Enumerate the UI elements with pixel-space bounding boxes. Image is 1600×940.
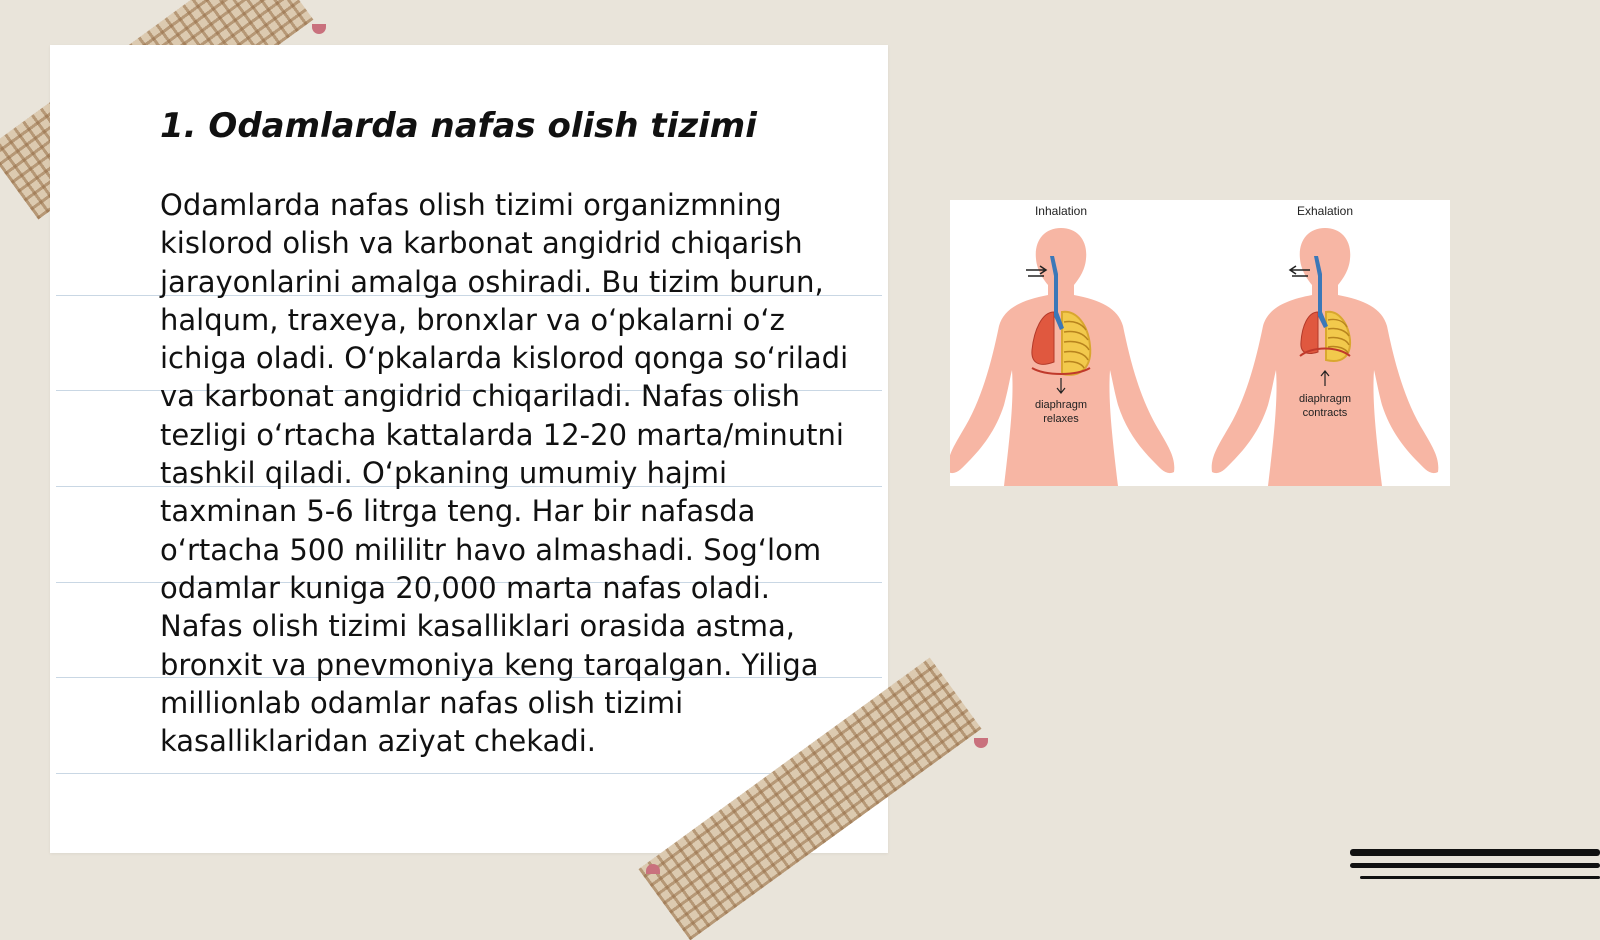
inhalation-figure [950,204,1174,486]
slide-body-text: Odamlarda nafas olish tizimi organizmning kislorod olish va karbonat angidrid chiqarish jarayonlarini amalga oshiradi. Bu tizim burun, halqum, traxeya, bronxlar va o‘pkalarni o‘z ichiga oladi. O‘pkalarda kislorod qonga so‘riladi va karbonat angidrid chiqariladi. Nafas olish tezligi o‘rtacha kattalarda 12-20 marta/minutni tashkil qiladi. O‘pkaning umumiy hajmi taxminan 5-6 litrga teng. Har bir nafasda o‘rtacha 500 mililitr havo almashadi. Sog‘lom odamlar kuniga 20,000 marta nafas oladi. Nafas olish tizimi kasalliklari orasida astma, bronxit va pnevmoniya keng tarqalgan. Yiliga millionlab odamlar nafas olish tizimi kasalliklaridan aziyat chekadi. [160,188,849,759]
tape-pin-icon [974,738,988,748]
tape-pin-icon [646,864,660,874]
inhalation-label-line1: diaphragm [1035,399,1087,411]
brush-line [1360,876,1600,879]
decorative-brush-lines [1350,845,1600,890]
exhalation-label-line2: contracts [1302,407,1348,419]
exhalation-heading: Exhalation [1296,204,1354,218]
breathing-diagram [950,200,1450,486]
slide-title: 1. Odamlarda nafas olish tizimi [160,106,757,146]
brush-line [1350,849,1600,856]
inhalation-label-line2: relaxes [1043,413,1079,425]
breathing-diagram-svg [950,200,1450,486]
exhalation-figure [1212,204,1439,486]
tape-pin-icon [312,24,326,34]
paper-rule [56,773,882,774]
brush-line [1350,863,1600,868]
inhalation-heading: Inhalation [1034,204,1088,218]
exhalation-label-line1: diaphragm [1299,393,1351,405]
